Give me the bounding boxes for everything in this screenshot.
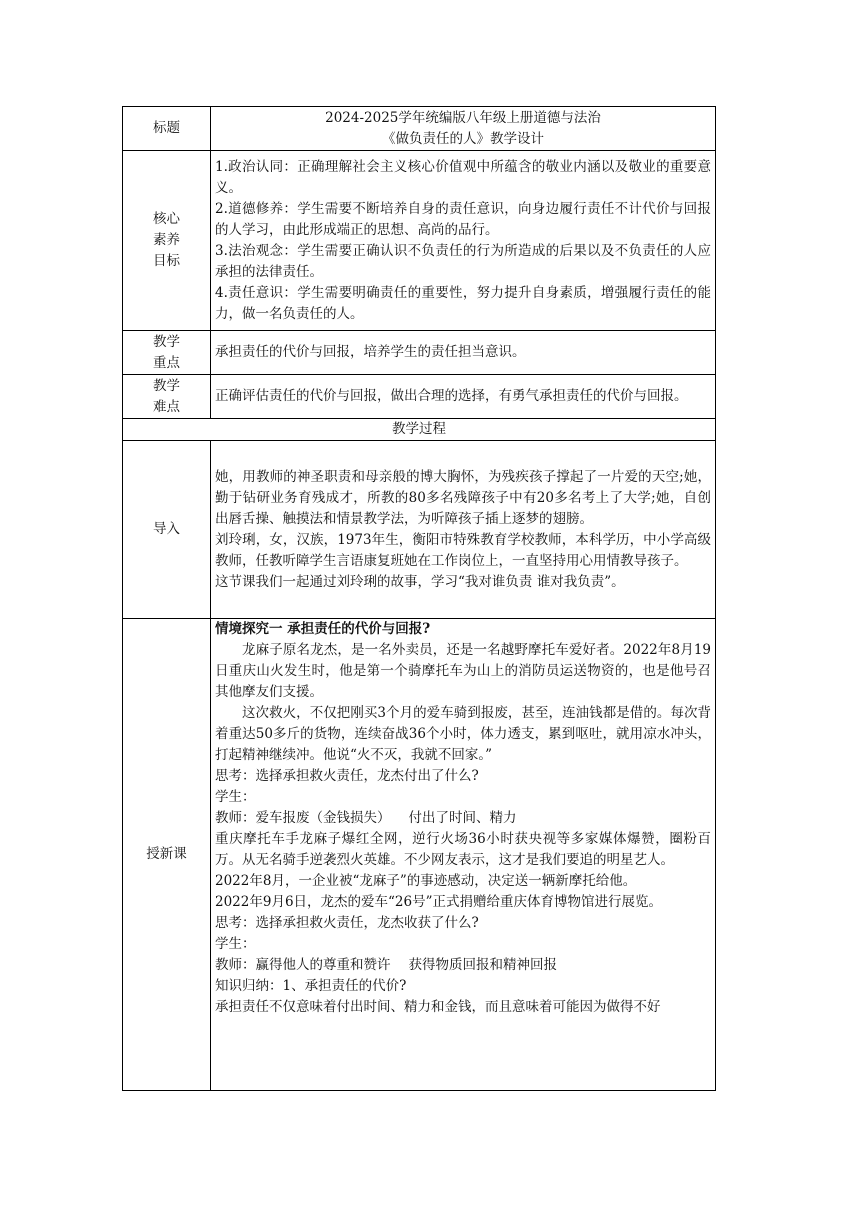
intro-paragraph: 刘玲琍，女，汉族，1973年生，衡阳市特殊教育学校教师，本科学历，中小学高级教师，任教听障学生言语康复班她在工作岗位上，一直坚持用心用情教导孩子。	[215, 531, 711, 569]
student-line-2: 学生：	[215, 936, 256, 952]
core-label-line-3: 目标	[153, 253, 180, 269]
teacher-line-1	[215, 808, 711, 829]
key-label-line-1: 教学	[153, 333, 180, 350]
core-label-line-1: 核心	[153, 211, 180, 227]
story-paragraph-4: 2022年8月，一企业被“龙麻子”的事迹感动，决定送一辆新摩托给他。	[215, 873, 637, 889]
difficulty-label-line-2: 难点	[153, 398, 180, 415]
key-point-text: 承担责任的代价与回报，培养学生的责任担当意识。	[211, 331, 716, 375]
student-line-1: 学生：	[215, 789, 256, 805]
title-cell	[211, 107, 716, 151]
intro-row	[123, 441, 716, 619]
think-question-1: 思考：选择承担救火责任，龙杰付出了什么?	[215, 768, 479, 784]
new-lesson-row	[123, 619, 716, 1091]
intro-label: 导入	[123, 441, 211, 619]
knowledge-summary: 知识归纳：1、承担责任的代价?	[215, 978, 407, 994]
teacher-answer-1b: 付出了时间、精力	[408, 810, 517, 826]
core-item: 4.责任意识：学生需要明确责任的重要性，努力提升自身素质，增强履行责任的能力，做一名负责任的人。	[215, 284, 711, 322]
teacher-answer-2a: 教师：赢得他人的尊重和赞许	[215, 957, 391, 973]
new-lesson-cell	[211, 619, 716, 1091]
core-item: 3.法治观念：学生需要正确认识不负责任的行为所造成的后果以及不负责任的人应承担的法律责任。	[215, 242, 711, 280]
key-point-row	[123, 331, 716, 375]
teacher-answer-2b: 获得物质回报和精神回报	[408, 957, 557, 973]
difficulty-text: 正确评估责任的代价与回报，做出合理的选择，有勇气承担责任的代价与回报。	[211, 375, 716, 419]
difficulty-label-line-1: 教学	[153, 377, 180, 394]
core-competency-row	[123, 151, 716, 331]
intro-paragraph: 她，用教师的神圣职责和母亲般的博大胸怀，为残疾孩子撑起了一片爱的天空;她，勤于钻研业务育残成才，所教的80多名残障孩子中有20多名考上了大学;她，自创出唇舌操、触摸法和情景教学法，为听障孩子插上逐梦的翅膀。	[215, 468, 711, 527]
key-label-line-2: 重点	[153, 354, 180, 371]
summary-text-line: 承担责任不仅意味着付出时间、精力和金钱，而且意味着可能因为做得不好	[215, 999, 661, 1015]
intro-cell	[211, 441, 716, 619]
core-items-cell	[211, 151, 716, 331]
title-line-1: 2024-2025学年统编版八年级上册道德与法治	[325, 109, 601, 126]
title-line-2: 《做负责任的人》教学设计	[382, 130, 544, 147]
scenario-heading: 情境探究一 承担责任的代价与回报?	[215, 621, 431, 637]
core-item: 1.政治认同：正确理解社会主义核心价值观中所蕴含的敬业内涵以及敬业的重要意义。	[215, 158, 711, 196]
think-question-2: 思考：选择承担救火责任，龙杰收获了什么?	[215, 915, 479, 931]
title-label: 标题	[123, 107, 211, 151]
new-lesson-label: 授新课	[123, 619, 211, 1091]
story-paragraph-2: 这次救火，不仅把刚买3个月的爱车骑到报废，甚至，连油钱都是借的。每次背着重达50多斤的货物，连续奋战36个小时，体力透支，累到呕吐，就用凉水冲头，打起精神继续冲。他说“火不灭，我就不回家。”	[215, 705, 711, 763]
key-label	[123, 331, 211, 375]
title-row	[123, 107, 716, 151]
teacher-line-2	[215, 955, 711, 976]
story-paragraph-3: 重庆摩托车手龙麻子爆红全网，逆行火场36小时获央视等多家媒体爆赞，圈粉百万。从无名骑手逆袭烈火英雄。不少网友表示，这才是我们要追的明星艺人。	[215, 831, 711, 868]
core-label-line-2: 素养	[153, 232, 180, 248]
process-header-row	[123, 419, 716, 441]
process-title: 教学过程	[123, 419, 716, 441]
core-item: 2.道德修养：学生需要不断培养自身的责任意识，向身边履行责任不计代价与回报的人学习，由此形成端正的思想、高尚的品行。	[215, 200, 711, 238]
teacher-answer-1a: 教师：爱车报废（金钱损失）	[215, 810, 391, 826]
difficulty-label	[123, 375, 211, 419]
story-paragraph-5: 2022年9月6日，龙杰的爱车“26号”正式捐赠给重庆体育博物馆进行展览。	[215, 894, 663, 910]
core-label	[123, 151, 211, 331]
intro-paragraph: 这节课我们一起通过刘玲琍的故事，学习“我对谁负责 谁对我负责”。	[215, 573, 625, 590]
difficulty-row	[123, 375, 716, 419]
story-paragraph-1: 龙麻子原名龙杰，是一名外卖员，还是一名越野摩托车爱好者。2022年8月19日重庆山火发生时，他是第一个骑摩托车为山上的消防员运送物资的，也是他号召其他摩友们支援。	[215, 642, 711, 700]
lesson-plan-table	[122, 106, 716, 1091]
